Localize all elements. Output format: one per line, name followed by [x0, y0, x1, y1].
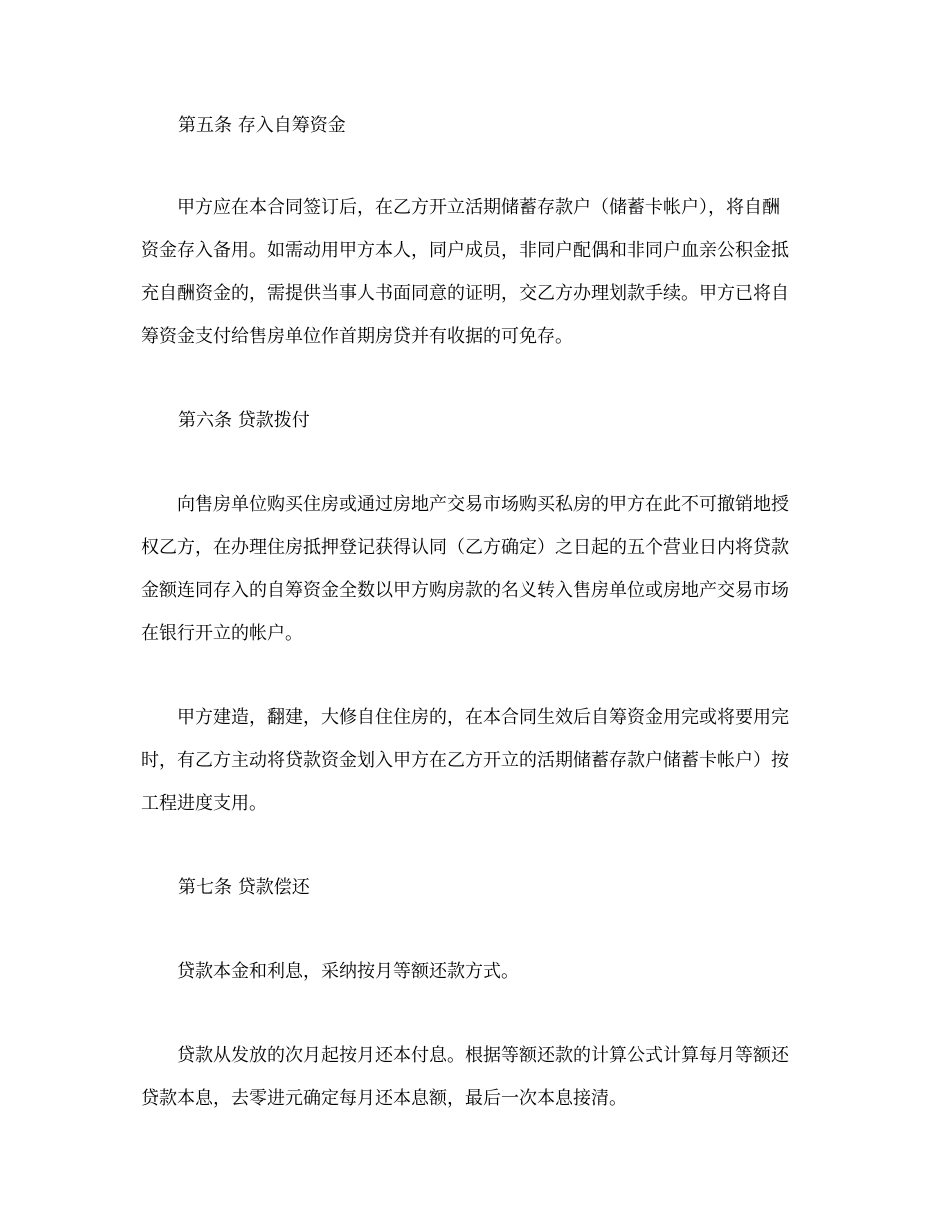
article5-line: 充自酬资金的，需提供当事人书面同意的证明，交乙方办理划款手续。甲方已将自: [141, 283, 789, 304]
article5-line: 资金存入备用。如需动用甲方本人，同户成员，非同户配偶和非同户血亲公积金抵: [141, 240, 789, 261]
article6-line: 时，有乙方主动将贷款资金划入甲方在乙方开立的活期储蓄存款户储蓄卡帐户）按: [141, 750, 789, 771]
article6-heading: 第六条 贷款拨付: [178, 410, 310, 431]
article6-line: 向售房单位购买住房或通过房地产交易市场购买私房的甲方在此不可撤销地授: [141, 494, 789, 515]
article7-line: 贷款从发放的次月起按月还本付息。根据等额还款的计算公式计算每月等额还: [141, 1045, 789, 1066]
article5-line: 筹资金支付给售房单位作首期房贷并有收据的可免存。: [141, 326, 573, 347]
article5-heading: 第五条 存入自筹资金: [178, 115, 346, 136]
article6-line: 甲方建造，翻建，大修自住住房的，在本合同生效后自筹资金用完或将要用完: [141, 707, 789, 728]
article6-line: 在银行开立的帐户。: [141, 623, 303, 644]
article6-line: 权乙方，在办理住房抵押登记获得认同（乙方确定）之日起的五个营业日内将贷款: [141, 537, 789, 558]
article6-line: 工程进度支用。: [141, 793, 267, 814]
article5-line: 甲方应在本合同签订后，在乙方开立活期储蓄存款户（储蓄卡帐户），将自酬: [141, 197, 780, 218]
article7-line: 贷款本息，去零进元确定每月还本息额，最后一次本息接清。: [141, 1088, 627, 1109]
article7-heading: 第七条 贷款偿还: [178, 877, 310, 898]
article7-line: 贷款本金和利息，采纳按月等额还款方式。: [141, 961, 519, 982]
article6-line: 金额连同存入的自筹资金全数以甲方购房款的名义转入售房单位或房地产交易市场: [141, 580, 789, 601]
